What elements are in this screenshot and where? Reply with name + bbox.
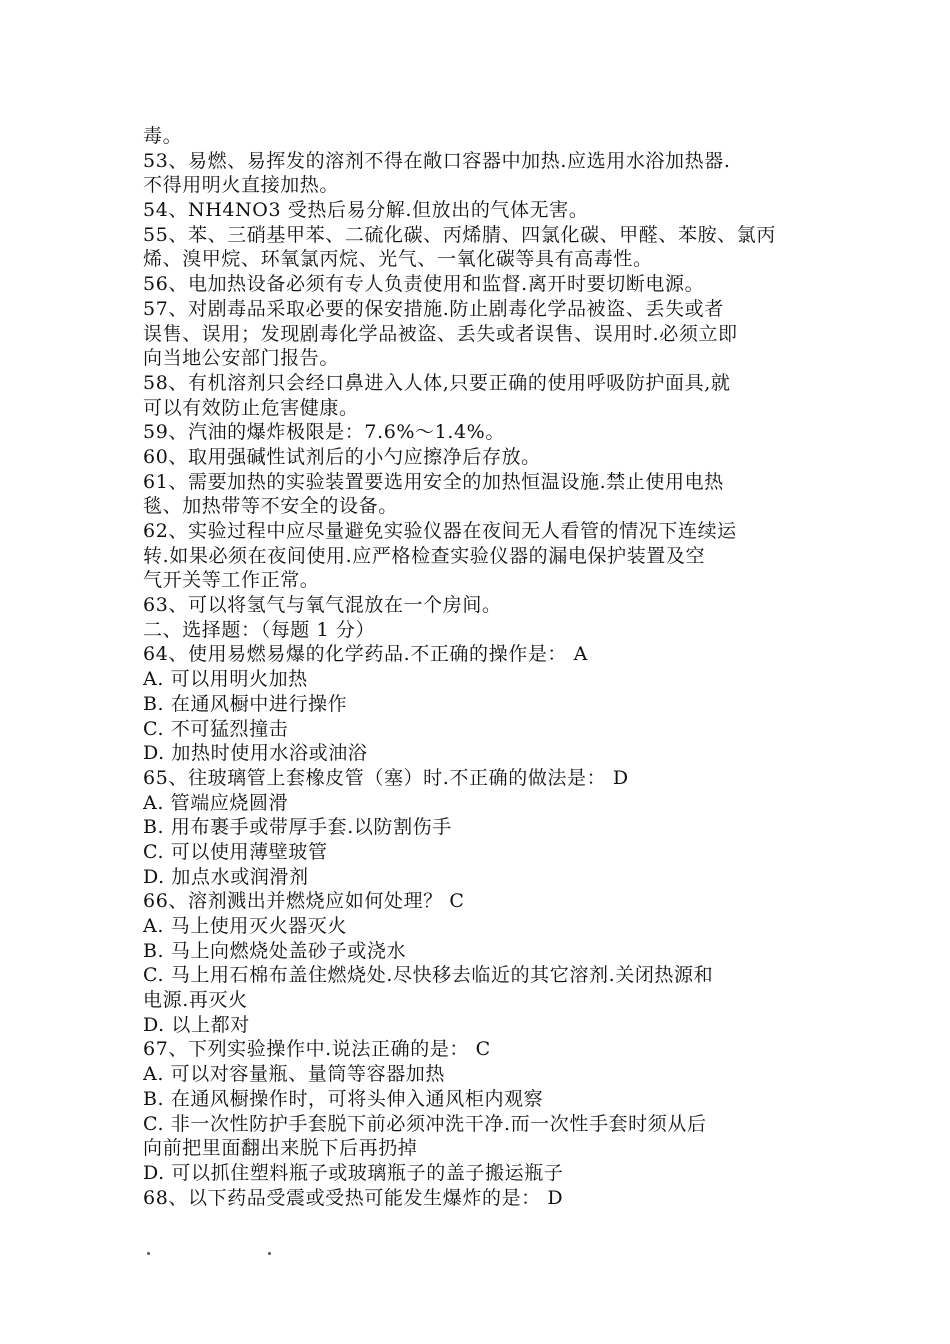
- option-line: B. 在通风橱中进行操作: [143, 692, 348, 715]
- text-line: 毯、加热带等不安全的设备。: [143, 495, 398, 518]
- option-line: A. 可以用明火加热: [143, 668, 308, 691]
- text-line: 气开关等工作正常。: [143, 569, 320, 592]
- option-line: 电源.再灭火: [143, 989, 248, 1012]
- text-line: 56、电加热设备必须有专人负责使用和监督.离开时要切断电源。: [143, 273, 705, 296]
- option-line: A. 可以对容量瓶、量筒等容器加热: [143, 1063, 446, 1086]
- question-64: 64、使用易燃易爆的化学药品.不正确的操作是： A: [143, 643, 588, 666]
- text-line: 60、取用强碱性试剂后的小勺应擦净后存放。: [143, 445, 541, 468]
- question-68: 68、以下药品受震或受热可能发生爆炸的是： D: [143, 1186, 564, 1209]
- text-line: 53、易燃、易挥发的溶剂不得在敞口容器中加热.应选用水浴加热器.: [143, 149, 731, 172]
- option-line: 向前把里面翻出来脱下后再扔掉: [143, 1137, 418, 1160]
- section-heading: 二、选择题：（每题 1 分）: [143, 618, 376, 641]
- footer-dot: [147, 1252, 150, 1255]
- option-line: C. 马上用石棉布盖住燃烧处.尽快移去临近的其它溶剂.关闭热源和: [143, 964, 714, 987]
- text-line: 61、需要加热的实验装置要选用安全的加热恒温设施.禁止使用电热: [143, 470, 724, 493]
- option-line: A. 管端应烧圆滑: [143, 791, 289, 814]
- text-line: 63、可以将氢气与氧气混放在一个房间。: [143, 594, 502, 617]
- text-line: 57、对剧毒品采取必要的保安措施.防止剧毒化学品被盗、丢失或者: [143, 297, 724, 320]
- option-line: D. 以上都对: [143, 1013, 250, 1036]
- option-line: C. 可以使用薄壁玻管: [143, 840, 328, 863]
- option-line: D. 加点水或润滑剂: [143, 865, 309, 888]
- option-line: C. 不可猛烈撞击: [143, 717, 289, 740]
- question-67: 67、下列实验操作中.说法正确的是： C: [143, 1038, 491, 1061]
- text-line: 向当地公安部门报告。: [143, 347, 340, 370]
- footer-marks: [143, 1252, 283, 1262]
- option-line: D. 可以抓住塑料瓶子或玻璃瓶子的盖子搬运瓶子: [143, 1161, 564, 1184]
- option-line: B. 用布裹手或带厚手套.以防割伤手: [143, 816, 452, 839]
- question-66: 66、溶剂溅出并燃烧应如何处理？ C: [143, 890, 465, 913]
- text-line: 59、汽油的爆炸极限是：7.6%～1.4%。: [143, 421, 505, 444]
- text-line: 毒。: [143, 125, 183, 147]
- text-line: 可以有效防止危害健康。: [143, 396, 359, 419]
- option-line: C. 非一次性防护手套脱下前必须冲洗干净.而一次性手套时须从后: [143, 1112, 707, 1135]
- text-line: 误售、误用；发现剧毒化学品被盗、丢失或者误售、误用时.必须立即: [143, 322, 738, 345]
- text-line: 55、苯、三硝基甲苯、二硫化碳、丙烯腈、四氯化碳、甲醛、苯胺、氯丙: [143, 223, 776, 246]
- text-line: 转.如果必须在夜间使用.应严格检查实验仪器的漏电保护装置及空: [143, 544, 706, 567]
- footer-dot: [268, 1252, 271, 1255]
- text-line: 54、NH4NO3 受热后易分解.但放出的气体无害。: [143, 199, 589, 222]
- option-line: B. 在通风橱操作时，可将头伸入通风柜内观察: [143, 1087, 544, 1110]
- option-line: D. 加热时使用水浴或油浴: [143, 742, 368, 765]
- option-line: B. 马上向燃烧处盖砂子或浇水: [143, 939, 407, 962]
- option-line: A. 马上使用灭火器灭火: [143, 915, 348, 937]
- text-line: 烯、溴甲烷、环氧氯丙烷、光气、一氧化碳等具有高毒性。: [143, 248, 653, 271]
- document-body: [143, 124, 811, 1210]
- text-line: 62、实验过程中应尽量避免实验仪器在夜间无人看管的情况下连续运: [143, 520, 737, 542]
- question-65: 65、往玻璃管上套橡皮管（塞）时.不正确的做法是： D: [143, 766, 629, 789]
- text-line: 不得用明火直接加热。: [143, 174, 340, 197]
- text-line: 58、有机溶剂只会经口鼻进入人体,只要正确的使用呼吸防护面具,就: [143, 371, 731, 394]
